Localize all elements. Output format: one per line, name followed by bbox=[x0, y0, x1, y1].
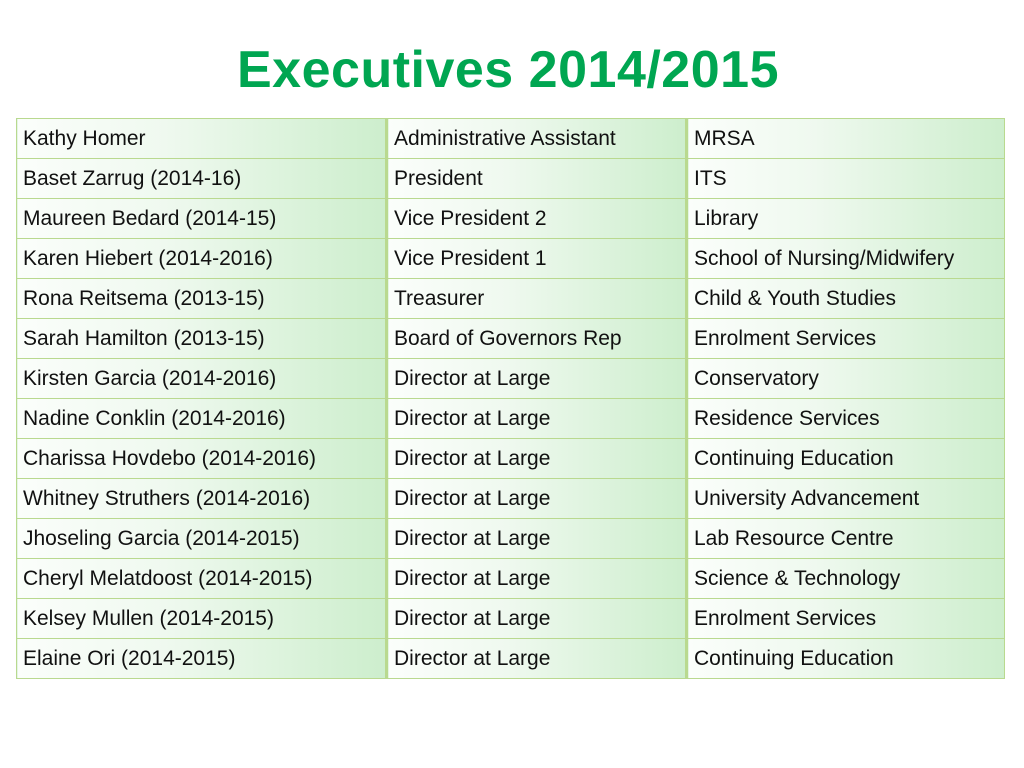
table-row bbox=[17, 519, 1005, 559]
executive-role-cell: Director at Large bbox=[387, 519, 687, 559]
executive-role-cell: Director at Large bbox=[387, 559, 687, 599]
executive-name-cell: Kirsten Garcia (2014-2016) bbox=[17, 359, 387, 399]
executive-department-cell: Child & Youth Studies bbox=[687, 279, 1005, 319]
table-row bbox=[17, 319, 1005, 359]
executive-role-cell: Board of Governors Rep bbox=[387, 319, 687, 359]
executive-department-cell: Library bbox=[687, 199, 1005, 239]
executive-department-cell: Residence Services bbox=[687, 399, 1005, 439]
table-row bbox=[17, 239, 1005, 279]
executive-name-cell: Jhoseling Garcia (2014-2015) bbox=[17, 519, 387, 559]
executive-name-cell: Elaine Ori (2014-2015) bbox=[17, 639, 387, 679]
table-row bbox=[17, 599, 1005, 639]
executive-name-cell: Whitney Struthers (2014-2016) bbox=[17, 479, 387, 519]
executive-name-cell: Karen Hiebert (2014-2016) bbox=[17, 239, 387, 279]
table-row bbox=[17, 439, 1005, 479]
executive-role-cell: Vice President 1 bbox=[387, 239, 687, 279]
executives-table-body bbox=[17, 119, 1005, 679]
executive-name-cell: Kelsey Mullen (2014-2015) bbox=[17, 599, 387, 639]
executive-role-cell: Vice President 2 bbox=[387, 199, 687, 239]
executive-name-cell: Cheryl Melatdoost (2014-2015) bbox=[17, 559, 387, 599]
executive-role-cell: Director at Large bbox=[387, 399, 687, 439]
executive-name-cell: Rona Reitsema (2013-15) bbox=[17, 279, 387, 319]
executive-role-cell: Director at Large bbox=[387, 599, 687, 639]
table-row bbox=[17, 399, 1005, 439]
executive-role-cell: Director at Large bbox=[387, 359, 687, 399]
executive-department-cell: Enrolment Services bbox=[687, 319, 1005, 359]
table-row bbox=[17, 359, 1005, 399]
executive-name-cell: Baset Zarrug (2014-16) bbox=[17, 159, 387, 199]
executive-name-cell: Charissa Hovdebo (2014-2016) bbox=[17, 439, 387, 479]
table-row bbox=[17, 279, 1005, 319]
executive-role-cell: Director at Large bbox=[387, 439, 687, 479]
table-row bbox=[17, 479, 1005, 519]
executive-department-cell: ITS bbox=[687, 159, 1005, 199]
table-row bbox=[17, 639, 1005, 679]
table-row bbox=[17, 199, 1005, 239]
executive-role-cell: Administrative Assistant bbox=[387, 119, 687, 159]
executive-name-cell: Kathy Homer bbox=[17, 119, 387, 159]
page-title: Executives 2014/2015 bbox=[237, 41, 779, 99]
executive-department-cell: School of Nursing/Midwifery bbox=[687, 239, 1005, 279]
executive-role-cell: Treasurer bbox=[387, 279, 687, 319]
executive-name-cell: Maureen Bedard (2014-15) bbox=[17, 199, 387, 239]
executive-role-cell: Director at Large bbox=[387, 479, 687, 519]
executive-department-cell: Continuing Education bbox=[687, 439, 1005, 479]
executive-department-cell: Enrolment Services bbox=[687, 599, 1005, 639]
executives-table bbox=[16, 118, 1005, 679]
executive-department-cell: Science & Technology bbox=[687, 559, 1005, 599]
executive-department-cell: Lab Resource Centre bbox=[687, 519, 1005, 559]
executive-department-cell: MRSA bbox=[687, 119, 1005, 159]
executive-name-cell: Nadine Conklin (2014-2016) bbox=[17, 399, 387, 439]
executive-department-cell: Conservatory bbox=[687, 359, 1005, 399]
executive-role-cell: Director at Large bbox=[387, 639, 687, 679]
table-row bbox=[17, 559, 1005, 599]
executive-department-cell: Continuing Education bbox=[687, 639, 1005, 679]
table-row bbox=[17, 119, 1005, 159]
table-row bbox=[17, 159, 1005, 199]
executive-name-cell: Sarah Hamilton (2013-15) bbox=[17, 319, 387, 359]
executive-role-cell: President bbox=[387, 159, 687, 199]
executive-department-cell: University Advancement bbox=[687, 479, 1005, 519]
